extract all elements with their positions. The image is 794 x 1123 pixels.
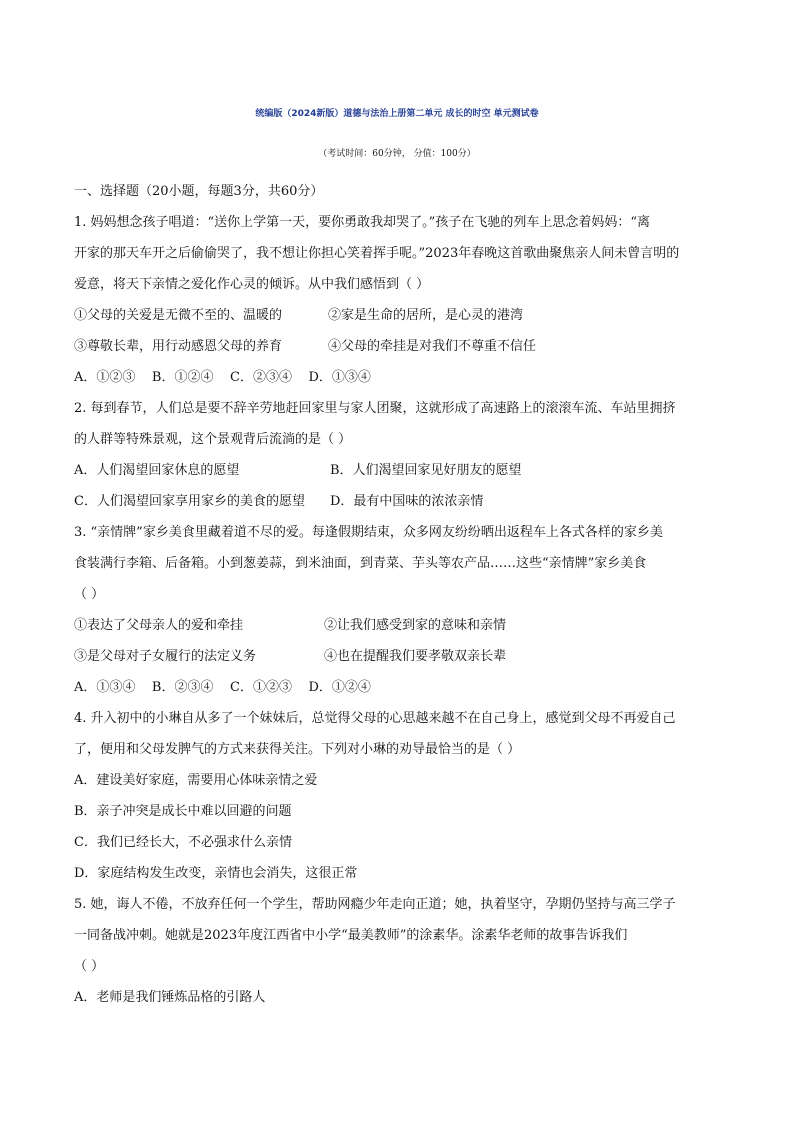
question-2-options <box>74 455 726 486</box>
question-5-text: （ ） <box>74 959 105 974</box>
question-3-statements <box>74 610 726 641</box>
option-d: D．①②④ <box>308 680 371 695</box>
statement: ①表达了父母亲人的爱和牵挂 <box>74 618 244 633</box>
question-3-text: （ ） <box>74 587 105 602</box>
page-title: 统编版（2024新版）道德与法治上册第二单元 成长的时空 单元测试卷 <box>255 109 539 119</box>
statement: ②家是生命的居所，是心灵的港湾 <box>328 308 524 323</box>
option-a: A．①②③ <box>74 370 136 385</box>
option-d: D．家庭结构发生改变，亲情也会消失，这很正常 <box>74 866 358 881</box>
question-2-text: 的人群等特殊景观，这个景观背后流淌的是（ ） <box>74 432 352 447</box>
statement: ①父母的关爱是无微不至的、温暖的 <box>74 308 283 323</box>
option-c: C．我们已经长大，不必强求什么亲情 <box>74 835 292 850</box>
question-5-text: 5. 她，诲人不倦，不放弃任何一个学生，帮助网瘾少年走向正道；她，执着坚守，孕期仍坚持与高三学子 <box>74 897 676 912</box>
statement: ③尊敬长辈，用行动感恩父母的养育 <box>74 339 283 354</box>
question-3-options <box>74 672 726 703</box>
option-d: D．最有中国味的浓浓亲情 <box>330 494 484 509</box>
option-a: A．人们渴望回家休息的愿望 <box>74 463 240 478</box>
exam-info: （考试时间：60分钟， 分值：100分） <box>318 149 476 159</box>
option-b: B．②③④ <box>151 680 214 695</box>
question-1-text: 开家的那天车开之后偷偷哭了，我不想让你担心笑着挥手呢。”2023年春晚这首歌曲聚焦亲人间未曾言明的 <box>74 246 680 261</box>
option-a: A．建设美好家庭，需要用心体味亲情之爱 <box>74 773 318 788</box>
option-a: A．①③④ <box>74 680 136 695</box>
question-3-statements <box>74 641 726 672</box>
question-1-statements <box>74 300 726 331</box>
question-1-options <box>74 362 726 393</box>
question-list <box>74 176 726 1013</box>
statement: ②让我们感受到家的意味和亲情 <box>324 618 507 633</box>
question-3-text: 3. “亲情牌”家乡美食里藏着道不尽的爱。每逢假期结束，众多网友纷纷晒出返程车上各式各样的家乡美 <box>74 525 663 540</box>
statement: ④父母的牵挂是对我们不尊重不信任 <box>328 339 537 354</box>
question-1-text: 爱意，将天下亲情之爱化作心灵的倾诉。从中我们感悟到（ ） <box>74 277 430 292</box>
question-2-options <box>74 486 726 517</box>
question-2-text: 2. 每到春节，人们总是要不辞辛劳地赶回家里与家人团聚，这就形成了高速路上的滚滚车流、车站里拥挤 <box>74 401 676 416</box>
option-b: B．人们渴望回家见好朋友的愿望 <box>330 463 522 478</box>
question-1-text: 1. 妈妈想念孩子唱道：“送你上学第一天，要你勇敢我却哭了。”孩子在飞驰的列车上思念着妈妈：“离 <box>74 215 650 230</box>
section-heading: 一、选择题（20小题，每题3分，共60分） <box>74 184 324 199</box>
option-a: A．老师是我们锤炼品格的引路人 <box>74 990 266 1005</box>
question-3-text: 食装满行李箱、后备箱。小到葱姜蒜，到米油面，到青菜、芋头等农产品……这些“亲情牌”家乡美食 <box>74 556 647 571</box>
option-b: B．亲子冲突是成长中难以回避的问题 <box>74 804 292 819</box>
option-b: B．①②④ <box>151 370 214 385</box>
statement: ③是父母对子女履行的法定义务 <box>74 649 257 664</box>
option-c: C．①②③ <box>230 680 292 695</box>
question-4-text: 了，便用和父母发脾气的方式来获得关注。下列对小琳的劝导最恰当的是（ ） <box>74 742 521 757</box>
question-4-text: 4. 升入初中的小琳自从多了一个妹妹后，总觉得父母的心思越来越不在自己身上，感觉到父母不再爱自己 <box>74 711 676 726</box>
statement: ④也在提醒我们要孝敬双亲长辈 <box>324 649 507 664</box>
option-d: D．①③④ <box>308 370 371 385</box>
option-c: C．人们渴望回家享用家乡的美食的愿望 <box>74 494 305 509</box>
option-c: C．②③④ <box>230 370 292 385</box>
question-5-text: 一同备战冲刺。她就是2023年度江西省中小学“最美教师”的涂素华。涂素华老师的故事告诉我们 <box>74 928 628 943</box>
question-1-statements <box>74 331 726 362</box>
